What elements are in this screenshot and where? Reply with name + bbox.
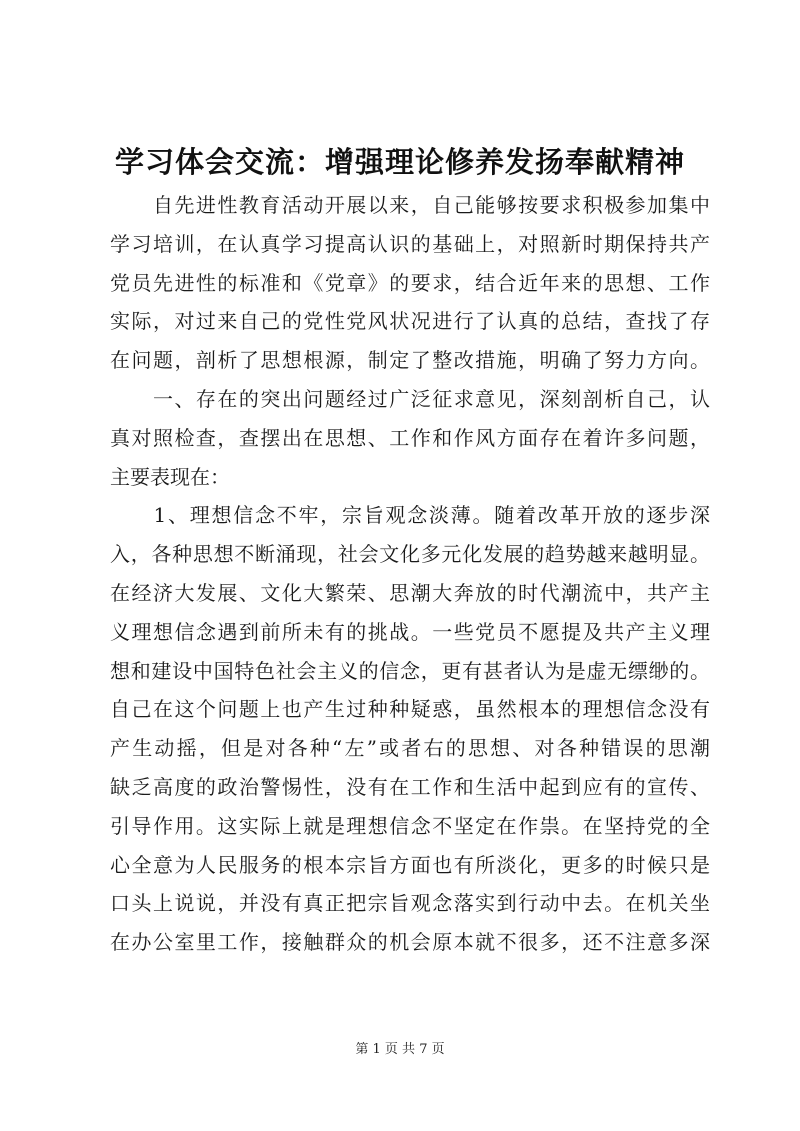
body-line-4: 实际，对过来自己的党性党风状况进行了认真的总结，查找了存 [110,309,710,334]
body-line-17: 引导作用。这实际上就是理想信念不坚定在作祟。在坚持党的全 [110,813,710,838]
body-line-3: 党员先进性的标准和《党章》的要求，结合近年来的思想、工作 [110,270,710,295]
body-line-10: 入，各种思想不断涌现，社会文化多元化发展的趋势越来越明显。 [110,542,710,567]
body-line-9: 1、理想信念不牢，宗旨观念淡薄。随着改革开放的逐步深 [110,503,710,528]
document-title: 学习体会交流：增强理论修养发扬奉献精神 [114,145,685,179]
body-line-8: 主要表现在： [110,464,230,489]
body-line-2: 学习培训，在认真学习提高认识的基础上，对照新时期保持共产 [110,231,710,256]
document-body [110,186,710,962]
body-line-18: 心全意为人民服务的根本宗旨方面也有所淡化，更多的时候只是 [110,852,710,877]
body-line-13: 想和建设中国特色社会主义的信念，更有甚者认为是虚无缥缈的。 [110,658,710,683]
body-line-20: 在办公室里工作，接触群众的机会原本就不很多，还不注意多深 [110,930,710,955]
body-line-19: 口头上说说，并没有真正把宗旨观念落实到行动中去。在机关坐 [110,891,710,916]
body-line-12: 义理想信念遇到前所未有的挑战。一些党员不愿提及共产主义理 [110,619,710,644]
body-line-11: 在经济大发展、文化大繁荣、思潮大奔放的时代潮流中，共产主 [110,580,710,605]
body-line-7: 真对照检查，查摆出在思想、工作和作风方面存在着许多问题， [110,425,710,450]
page-number-footer: 第 1 页 共 7 页 [355,1042,445,1057]
body-line-14: 自己在这个问题上也产生过种种疑惑，虽然根本的理想信念没有 [110,697,710,722]
body-line-16: 缺乏高度的政治警惕性，没有在工作和生活中起到应有的宣传、 [110,774,710,799]
body-line-15: 产生动摇，但是对各种“左”或者右的思想、对各种错误的思潮 [110,736,710,761]
body-line-6: 一、存在的突出问题经过广泛征求意见，深刻剖析自己，认 [110,386,710,411]
body-line-5: 在问题，剖析了思想根源，制定了整改措施，明确了努力方向。 [110,348,710,373]
body-line-1: 自先进性教育活动开展以来，自己能够按要求积极参加集中 [110,193,710,217]
